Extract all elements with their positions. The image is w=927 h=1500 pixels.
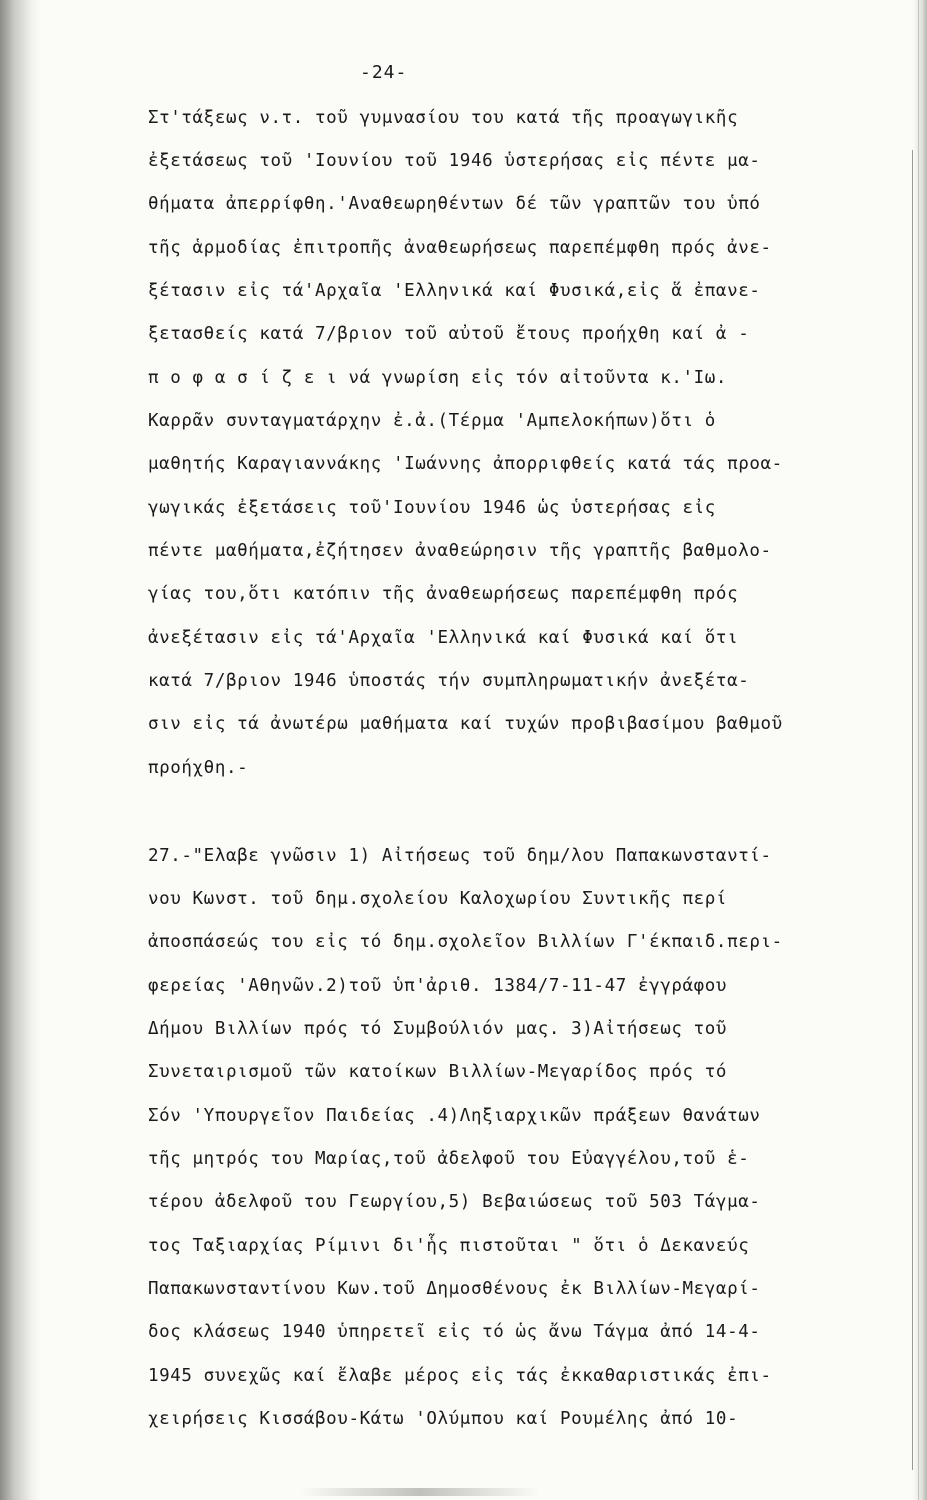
text-line: γίας του,ὅτι κατόπιν τῆς ἀναθεωρήσεως παρεπέμφθη πρός bbox=[148, 584, 739, 604]
page-edge-shadow bbox=[913, 0, 927, 1500]
text-line: ἀνεξέτασιν εἰς τά'Αρχαῖα 'Ελληνικά καί Φυσικά καί ὅτι bbox=[148, 628, 739, 648]
text-line: ἀποσπάσεώς του εἰς τό δημ.σχολεῖον Βιλλίων Γ'έκπαιδ.περι- bbox=[148, 932, 783, 952]
text-line: φερείας 'Αθηνῶν.2)τοῦ ὑπ'ἀριθ. 1384/7-11-47 ἐγγράφου bbox=[148, 976, 728, 996]
text-line: θήματα ἀπερρίφθη.'Αναθεωρηθέντων δέ τῶν γραπτῶν του ὑπό bbox=[148, 194, 761, 214]
text-line: 27.-"Ελαβε γνῶσιν 1) Αἰτήσεως τοῦ δημ/λου Παπακωνσταντί- bbox=[148, 846, 772, 866]
text-line: σιν εἰς τά ἀνωτέρω μαθήματα καί τυχών προβιβασίμου βαθμοῦ bbox=[148, 714, 783, 734]
margin-line bbox=[912, 150, 913, 1470]
text-line: τῆς μητρός του Μαρίας,τοῦ ἀδελφοῦ του Εὐαγγέλου,τοῦ ἑ- bbox=[148, 1149, 750, 1169]
text-line: ξετασθείς κατά 7/βριον τοῦ αὐτοῦ ἔτους προήχθη καί ἀ - bbox=[148, 324, 750, 344]
text-line: Δήμου Βιλλίων πρός τό Συμβούλιόν μας. 3)Αἰτήσεως τοῦ bbox=[148, 1019, 728, 1039]
text-line: γωγικάς ἐξετάσεις τοῦ'Ιουνίου 1946 ὡς ὑστερήσας εἰς bbox=[148, 498, 716, 518]
text-line: Σόν 'Υπουργεῖον Παιδείας .4)Ληξιαρχικῶν πράξεων θανάτων bbox=[148, 1106, 761, 1126]
text-line: μαθητής Καραγιαννάκης 'Ιωάννης ἀπορριφθείς κατά τάς προα- bbox=[148, 454, 783, 474]
text-line: χειρήσεις Κισσάβου-Κάτω 'Ολύμπου καί Ρουμέλης ἀπό 10- bbox=[148, 1409, 739, 1429]
text-line: Καρρᾶν συνταγματάρχην ἐ.ἀ.(Τέρμα 'Αμπελοκήπων)ὅτι ὁ bbox=[148, 411, 716, 431]
text-line: π ο φ α σ ί ζ ε ι νά γνωρίση εἰς τόν αἰτοῦντα κ.'Ιω. bbox=[148, 368, 728, 388]
text-line: ἐξετάσεως τοῦ 'Ιουνίου τοῦ 1946 ὑστερήσας εἰς πέντε μα- bbox=[148, 151, 761, 171]
text-line: τῆς ἁρμοδίας ἐπιτροπῆς ἀναθεωρήσεως παρεπέμφθη πρός ἀνε- bbox=[148, 238, 772, 258]
bottom-smudge bbox=[300, 1488, 540, 1496]
binding-shadow bbox=[0, 0, 40, 1500]
text-line: πέντε μαθήματα,ἐζήτησεν ἀναθεώρησιν τῆς γραπτῆς βαθμολο- bbox=[148, 541, 772, 561]
text-line: νου Κωνστ. τοῦ δημ.σχολείου Καλοχωρίου Συντικῆς περί bbox=[148, 889, 728, 909]
page-number: -24- bbox=[360, 62, 408, 83]
margin-line bbox=[918, 0, 919, 1500]
text-line: τος Ταξιαρχίας Ρίμινι δι'ἧς πιστοῦται " ὅτι ὁ Δεκανεύς bbox=[148, 1236, 750, 1256]
text-line: προήχθη.- bbox=[148, 758, 249, 778]
text-line: δος κλάσεως 1940 ὑπηρετεῖ εἰς τό ὡς ἄνω Τάγμα ἀπό 14-4- bbox=[148, 1322, 761, 1342]
text-line: Συνεταιρισμοῦ τῶν κατοίκων Βιλλίων-Μεγαρίδος πρός τό bbox=[148, 1062, 728, 1082]
text-line: 1945 συνεχῶς καί ἔλαβε μέρος εἰς τάς ἐκκαθαριστικάς ἐπι- bbox=[148, 1366, 772, 1386]
text-line: Παπακωνσταντίνου Κων.τοῦ Δημοσθένους ἐκ Βιλλίων-Μεγαρί- bbox=[148, 1279, 761, 1299]
text-line: ξέτασιν εἰς τά'Αρχαῖα 'Ελληνικά καί Φυσικά,εἰς ἅ ἐπανε- bbox=[148, 281, 761, 301]
text-line: Στ'τάξεως ν.τ. τοῦ γυμνασίου του κατά τῆς προαγωγικῆς bbox=[148, 108, 739, 128]
text-line: κατά 7/βριον 1946 ὑποστάς τήν συμπληρωματικήν ἀνεξέτα- bbox=[148, 671, 750, 691]
text-line: τέρου ἀδελφοῦ του Γεωργίου,5) Βεβαιώσεως τοῦ 503 Τάγμα- bbox=[148, 1192, 761, 1212]
